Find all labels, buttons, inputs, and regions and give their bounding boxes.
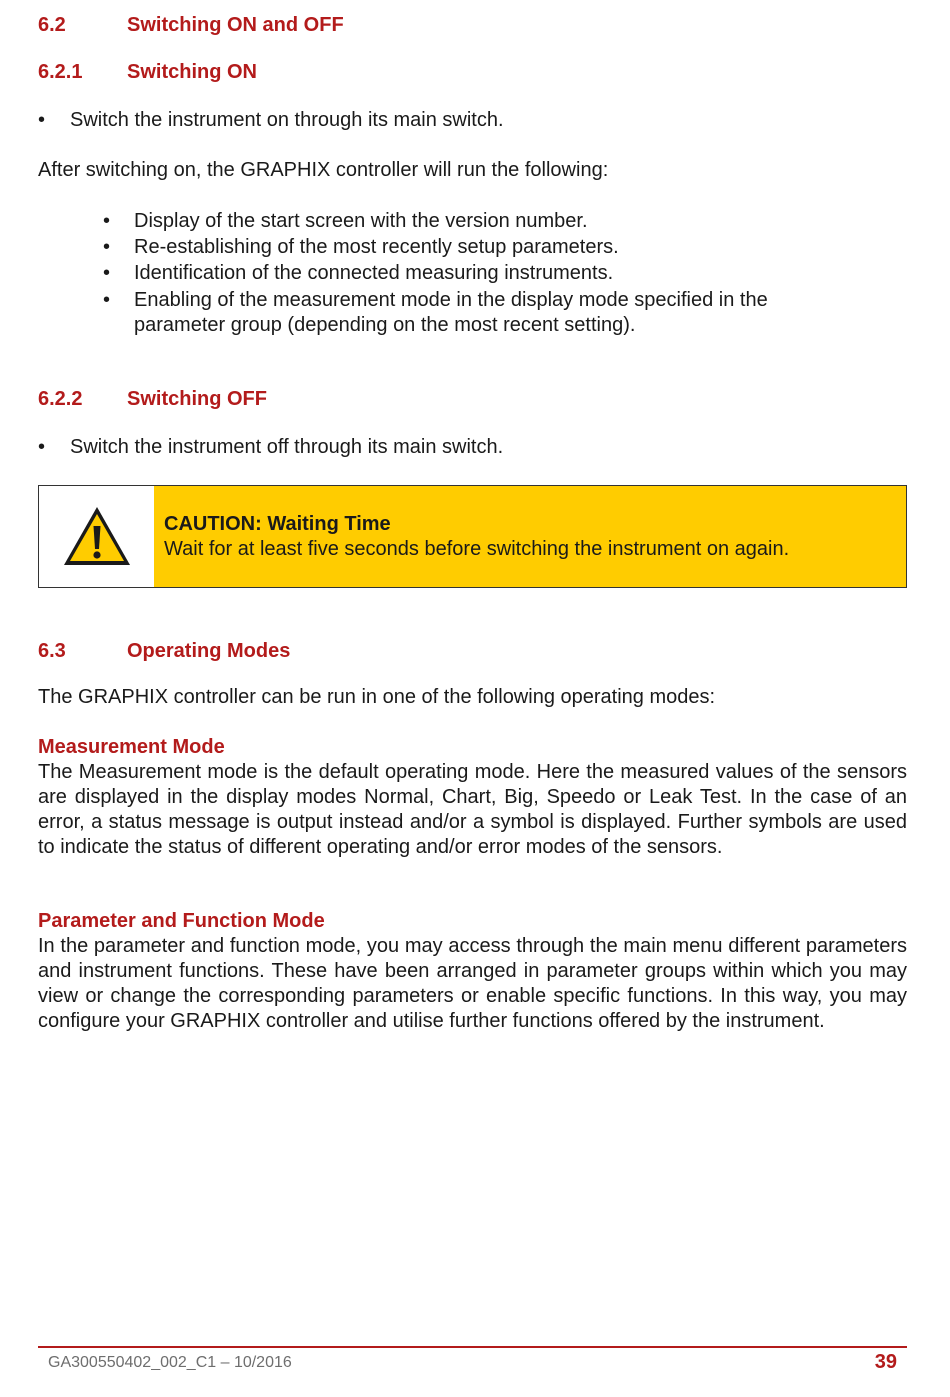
heading-6-2 — [38, 13, 344, 37]
step-item — [103, 209, 903, 234]
step-item — [103, 288, 903, 338]
heading-6-2-1-number: 6.2.1 — [38, 61, 83, 83]
footer-divider — [38, 1346, 907, 1348]
footer-page-number: 39 — [874, 1351, 897, 1373]
heading-6-3-number: 6.3 — [38, 640, 66, 662]
step-item-text: Identification of the connected measuring instruments. — [134, 262, 614, 284]
heading-6-3 — [38, 639, 290, 663]
heading-6-2-2-title: Switching OFF — [127, 388, 267, 410]
bullet-icon: • — [103, 289, 111, 311]
step-item-text: Re-establishing of the most recently setup parameters. — [134, 236, 619, 258]
caution-title: CAUTION: Waiting Time — [164, 513, 391, 535]
step-item-text: Enabling of the measurement mode in the display mode specified in the — [134, 289, 768, 311]
step-item-text-continued: parameter group (depending on the most recent setting). — [134, 314, 636, 336]
operating-modes-intro: The GRAPHIX controller can be run in one of the following operating modes: — [38, 686, 716, 708]
bullet-switch-off — [38, 435, 907, 460]
heading-6-2-2-number: 6.2.2 — [38, 388, 83, 410]
bullet-switch-off-text: Switch the instrument off through its main switch. — [70, 436, 504, 458]
caution-box — [38, 485, 907, 588]
caution-message: Wait for at least five seconds before switching the instrument on again. — [164, 538, 790, 560]
measurement-mode-text: The Measurement mode is the default operating mode. Here the measured values of the sensors are displayed in the display modes Normal, Chart, Big, Speedo or Leak Test. In the case of an error, a status message is output instead and/or a symbol is displayed. Further symbols are used to indicate the status of different operating and/or error modes of the sensors. — [38, 761, 907, 858]
parameter-mode-title: Parameter and Function Mode — [38, 910, 325, 932]
bullet-icon: • — [38, 436, 46, 458]
step-item — [103, 235, 903, 260]
bullet-icon: • — [103, 210, 111, 232]
warning-triangle-icon — [61, 504, 133, 568]
parameter-mode-text: In the parameter and function mode, you may access through the main menu different parameters and instrument functions. These have been arranged in parameter groups within which you may view or change the corresponding parameters or enable specific functions. In this way, you may configure your GRAPHIX controller and utilise further functions offered by the instrument. — [38, 935, 907, 1032]
footer-document-id: GA300550402_002_C1 – 10/2016 — [48, 1354, 292, 1371]
measurement-mode-title: Measurement Mode — [38, 736, 225, 758]
caution-icon-cell — [39, 486, 154, 587]
heading-6-2-1 — [38, 60, 257, 84]
heading-6-2-title: Switching ON and OFF — [127, 14, 344, 36]
caution-text-cell — [154, 486, 906, 587]
bullet-switch-on — [38, 108, 907, 133]
bullet-icon: • — [103, 236, 111, 258]
bullet-switch-on-text: Switch the instrument on through its main switch. — [70, 109, 504, 131]
heading-6-2-2 — [38, 387, 267, 411]
step-item-text: Display of the start screen with the version number. — [134, 210, 588, 232]
heading-6-3-title: Operating Modes — [127, 640, 291, 662]
bullet-icon: • — [103, 262, 111, 284]
heading-6-2-number: 6.2 — [38, 14, 66, 36]
switch-on-intro: After switching on, the GRAPHIX controller will run the following: — [38, 159, 609, 181]
heading-6-2-1-title: Switching ON — [127, 61, 257, 83]
bullet-icon: • — [38, 109, 46, 131]
step-item — [103, 261, 903, 286]
